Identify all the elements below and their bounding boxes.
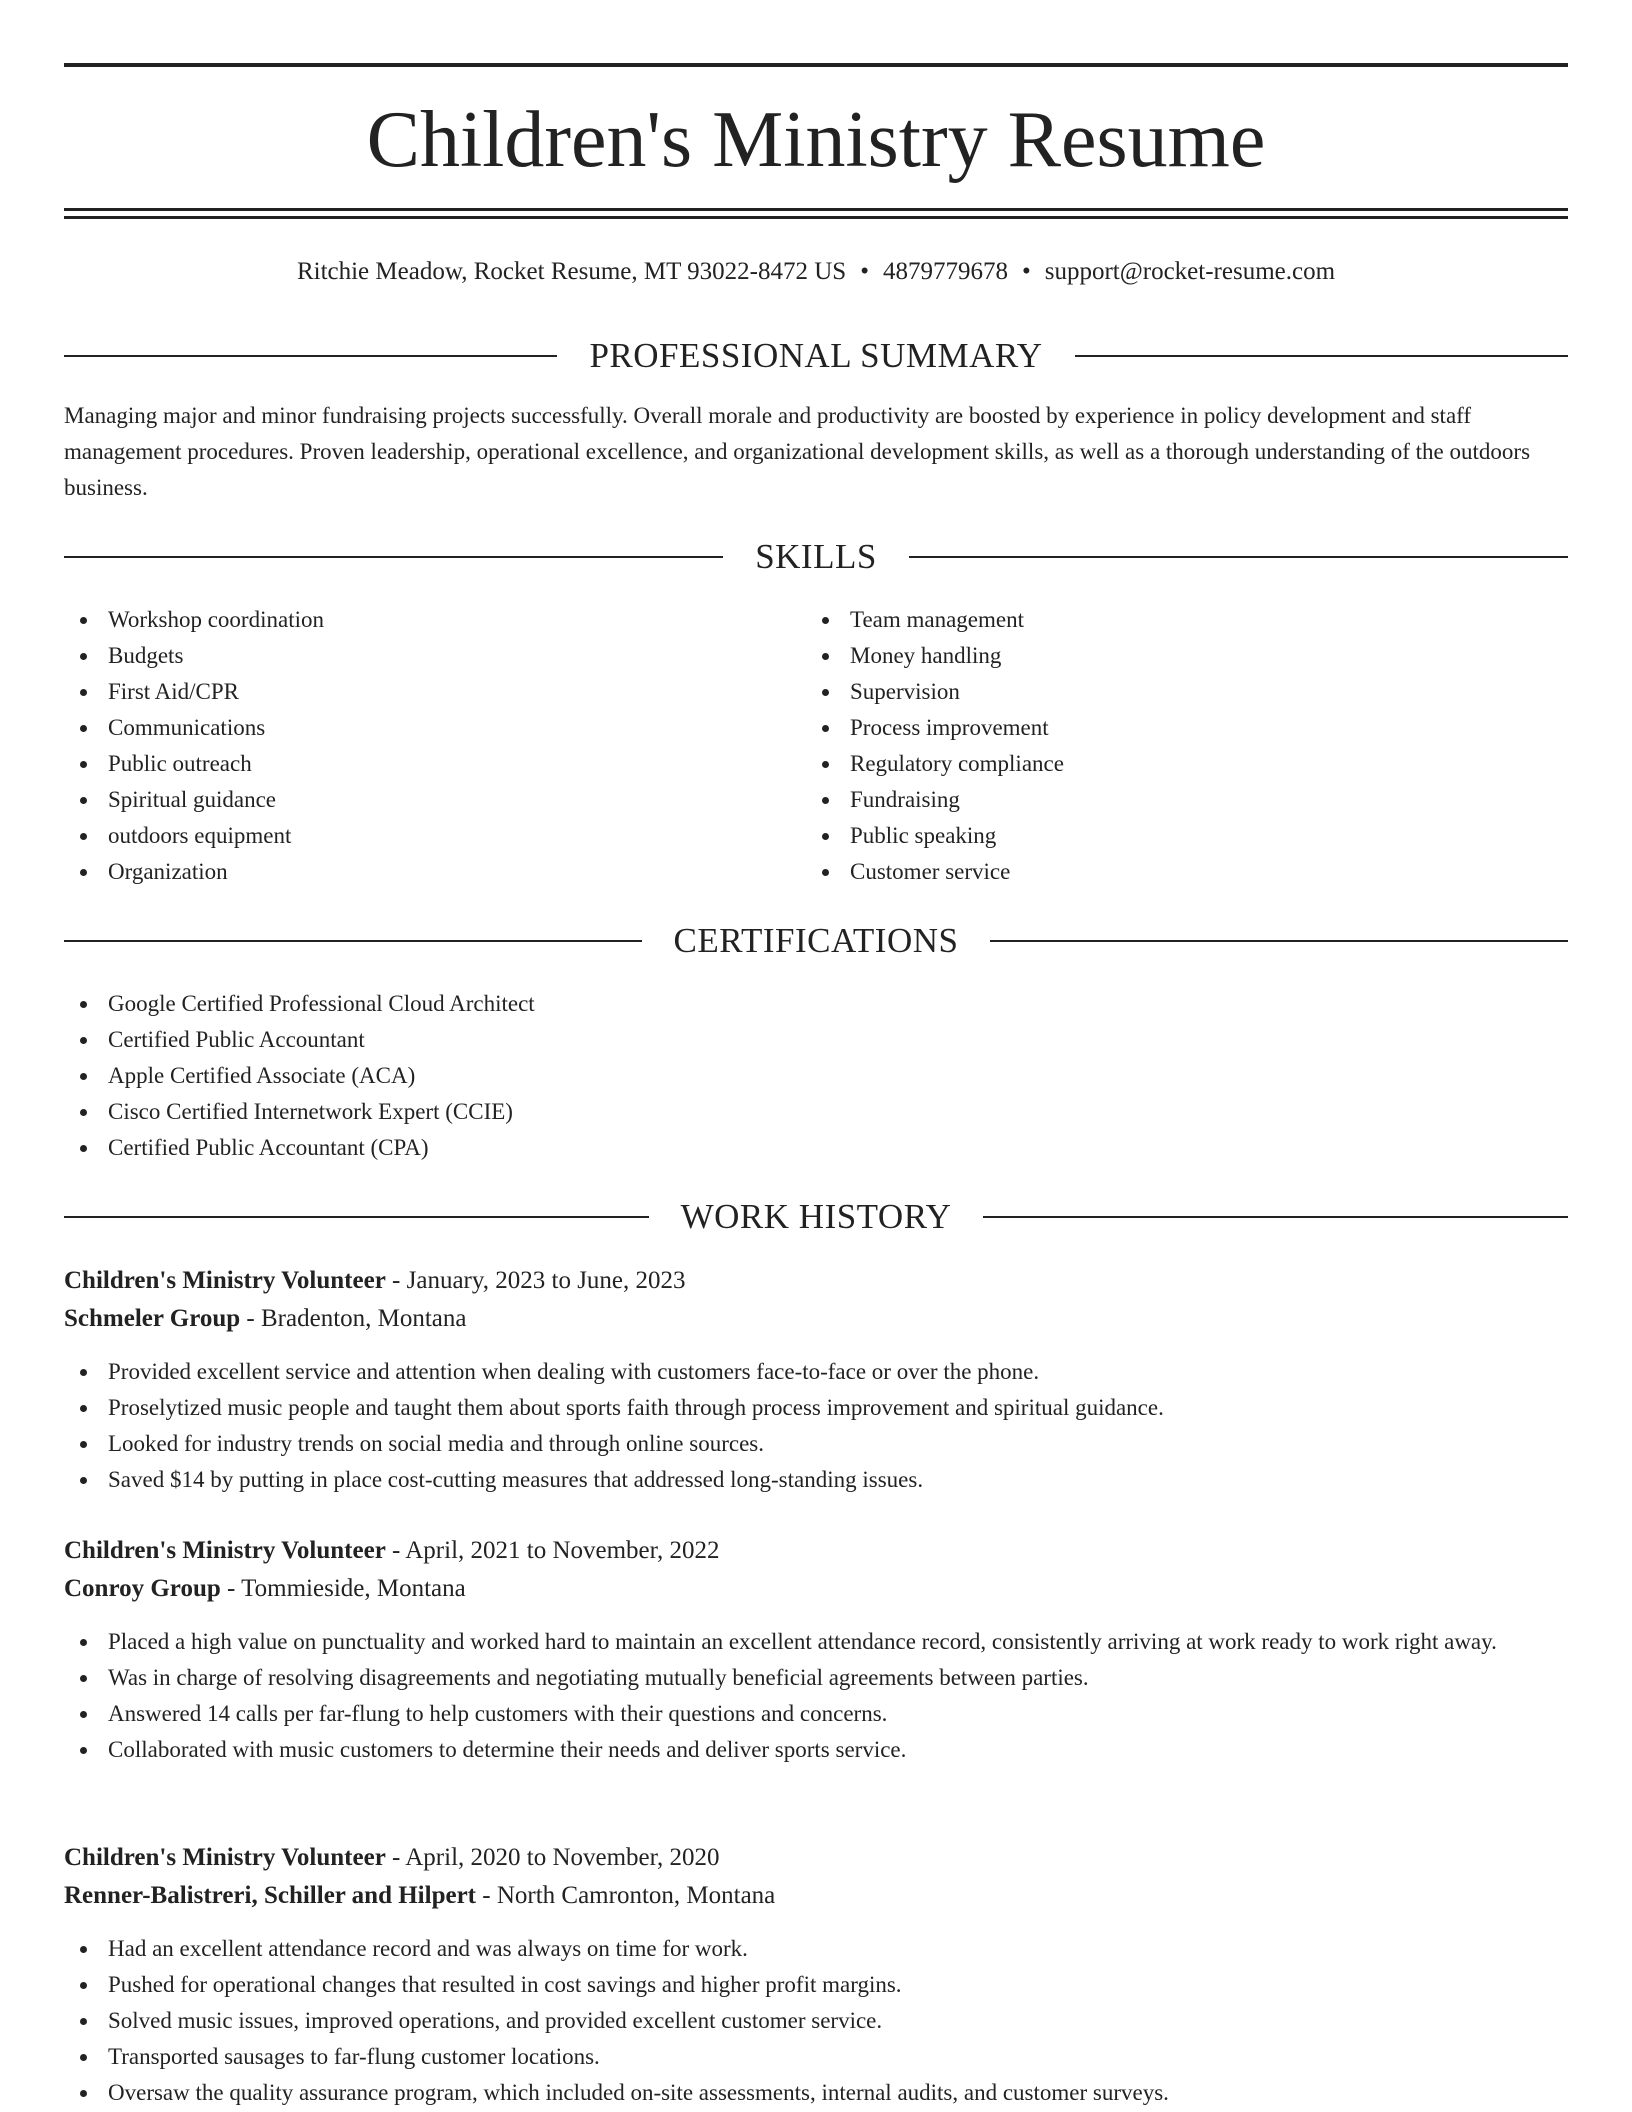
skill-item: Organization bbox=[64, 854, 804, 890]
job-location: - Tommieside, Montana bbox=[220, 1575, 466, 1602]
job-location: - North Camronton, Montana bbox=[476, 1882, 776, 1909]
job-dates: - April, 2020 to November, 2020 bbox=[385, 1844, 720, 1871]
section-rule bbox=[64, 556, 723, 558]
job-duty-item: Looked for industry trends on social media and through online sources. bbox=[64, 1426, 1568, 1462]
certification-item: Google Certified Professional Cloud Architect bbox=[64, 986, 1568, 1022]
skill-item: Public outreach bbox=[64, 746, 804, 782]
job-entry bbox=[64, 1262, 1568, 1498]
section-rule bbox=[983, 1216, 1568, 1218]
skill-item: Customer service bbox=[806, 854, 1566, 890]
section-rule bbox=[64, 355, 557, 357]
job-title-line bbox=[64, 1532, 1568, 1570]
section-rule bbox=[909, 556, 1568, 558]
job-entry bbox=[64, 1839, 1568, 2111]
job-dates: - April, 2021 to November, 2022 bbox=[385, 1537, 720, 1564]
job-company: Renner-Balistreri, Schiller and Hilpert bbox=[64, 1882, 476, 1909]
contact-address: Ritchie Meadow, Rocket Resume, MT 93022-8472 US bbox=[296, 258, 847, 285]
job-entry bbox=[64, 1532, 1568, 1768]
contact-phone: 4879779678 bbox=[882, 258, 1008, 285]
section-header-skills bbox=[64, 535, 1568, 579]
top-rule bbox=[64, 63, 1568, 67]
job-duty-item: Pushed for operational changes that resulted in cost savings and higher profit margins. bbox=[64, 1967, 1568, 2003]
job-title: Children's Ministry Volunteer bbox=[64, 1267, 386, 1294]
skill-item: Workshop coordination bbox=[64, 602, 804, 638]
job-company-line bbox=[64, 1570, 1568, 1608]
job-duty-item: Saved $14 by putting in place cost-cutting measures that addressed long-standing issues. bbox=[64, 1462, 1568, 1498]
section-rule bbox=[64, 1216, 649, 1218]
skill-item: Supervision bbox=[806, 674, 1566, 710]
job-duties bbox=[64, 1624, 1568, 1768]
certifications-list bbox=[64, 986, 1568, 1166]
skill-item: Fundraising bbox=[806, 782, 1566, 818]
certification-item: Certified Public Accountant bbox=[64, 1022, 1568, 1058]
summary-text: Managing major and minor fundraising projects successfully. Overall morale and productivity are boosted by experience in policy development and staff management procedures. Proven leadership, operational excellence, and organizational development skills, as well as a thorough understanding of the outdoors business. bbox=[64, 403, 1531, 500]
contact-line bbox=[64, 254, 1568, 290]
certification-item: Certified Public Accountant (CPA) bbox=[64, 1130, 1568, 1166]
certification-item: Cisco Certified Internetwork Expert (CCIE) bbox=[64, 1094, 1568, 1130]
skill-item: Regulatory compliance bbox=[806, 746, 1566, 782]
contact-separator: • bbox=[1021, 258, 1031, 285]
job-location: - Bradenton, Montana bbox=[240, 1305, 467, 1332]
skill-item: outdoors equipment bbox=[64, 818, 804, 854]
job-duties bbox=[64, 1354, 1568, 1498]
job-company: Conroy Group bbox=[64, 1575, 221, 1602]
skill-item: Team management bbox=[806, 602, 1566, 638]
skill-item: Communications bbox=[64, 710, 804, 746]
job-duty-item: Answered 14 calls per far-flung to help customers with their questions and concerns. bbox=[64, 1696, 1568, 1732]
job-duty-item: Had an excellent attendance record and was always on time for work. bbox=[64, 1931, 1568, 1967]
job-duty-item: Placed a high value on punctuality and worked hard to maintain an excellent attendance record, consistently arriving at work ready to work right away. bbox=[64, 1624, 1568, 1660]
section-header-certifications bbox=[64, 919, 1568, 963]
certification-item: Apple Certified Associate (ACA) bbox=[64, 1058, 1568, 1094]
section-rule bbox=[990, 940, 1568, 942]
job-company-line bbox=[64, 1300, 1568, 1338]
skill-item: Money handling bbox=[806, 638, 1566, 674]
job-title: Children's Ministry Volunteer bbox=[64, 1537, 386, 1564]
job-title: Children's Ministry Volunteer bbox=[64, 1844, 386, 1871]
job-company-line bbox=[64, 1877, 1568, 1915]
section-rule bbox=[64, 940, 642, 942]
job-duties bbox=[64, 1931, 1568, 2111]
section-title: CERTIFICATIONS bbox=[673, 921, 959, 960]
job-duty-item: Solved music issues, improved operations, and provided excellent customer service. bbox=[64, 2003, 1568, 2039]
skills-list-left bbox=[64, 602, 804, 890]
skill-item: Budgets bbox=[64, 638, 804, 674]
job-dates: - January, 2023 to June, 2023 bbox=[385, 1267, 686, 1294]
job-duty-item: Collaborated with music customers to determine their needs and deliver sports service. bbox=[64, 1732, 1568, 1768]
job-duty-item: Provided excellent service and attention when dealing with customers face-to-face or over the phone. bbox=[64, 1354, 1568, 1390]
section-title: PROFESSIONAL SUMMARY bbox=[589, 336, 1043, 375]
job-company: Schmeler Group bbox=[64, 1305, 241, 1332]
skill-item: Public speaking bbox=[806, 818, 1566, 854]
job-title-line bbox=[64, 1839, 1568, 1877]
job-duty-item: Proselytized music people and taught them about sports faith through process improvement and spiritual guidance. bbox=[64, 1390, 1568, 1426]
job-duty-item: Oversaw the quality assurance program, which included on-site assessments, internal audits, and customer surveys. bbox=[64, 2075, 1568, 2111]
contact-email: support@rocket-resume.com bbox=[1044, 258, 1336, 285]
title-rule-upper bbox=[64, 208, 1568, 211]
section-title: SKILLS bbox=[755, 537, 877, 576]
job-title-line bbox=[64, 1262, 1568, 1300]
section-rule bbox=[1075, 355, 1568, 357]
job-duty-item: Transported sausages to far-flung customer locations. bbox=[64, 2039, 1568, 2075]
title-rule-lower bbox=[64, 216, 1568, 219]
section-title: WORK HISTORY bbox=[680, 1197, 952, 1236]
resume-title: Children's Ministry Resume bbox=[366, 96, 1266, 184]
section-header-work-history bbox=[64, 1195, 1568, 1239]
job-duty-item: Was in charge of resolving disagreements and negotiating mutually beneficial agreements between parties. bbox=[64, 1660, 1568, 1696]
skill-item: Spiritual guidance bbox=[64, 782, 804, 818]
section-header-summary bbox=[64, 334, 1568, 378]
skill-item: First Aid/CPR bbox=[64, 674, 804, 710]
skills-list-right bbox=[806, 602, 1566, 890]
skill-item: Process improvement bbox=[806, 710, 1566, 746]
contact-separator: • bbox=[860, 258, 869, 285]
